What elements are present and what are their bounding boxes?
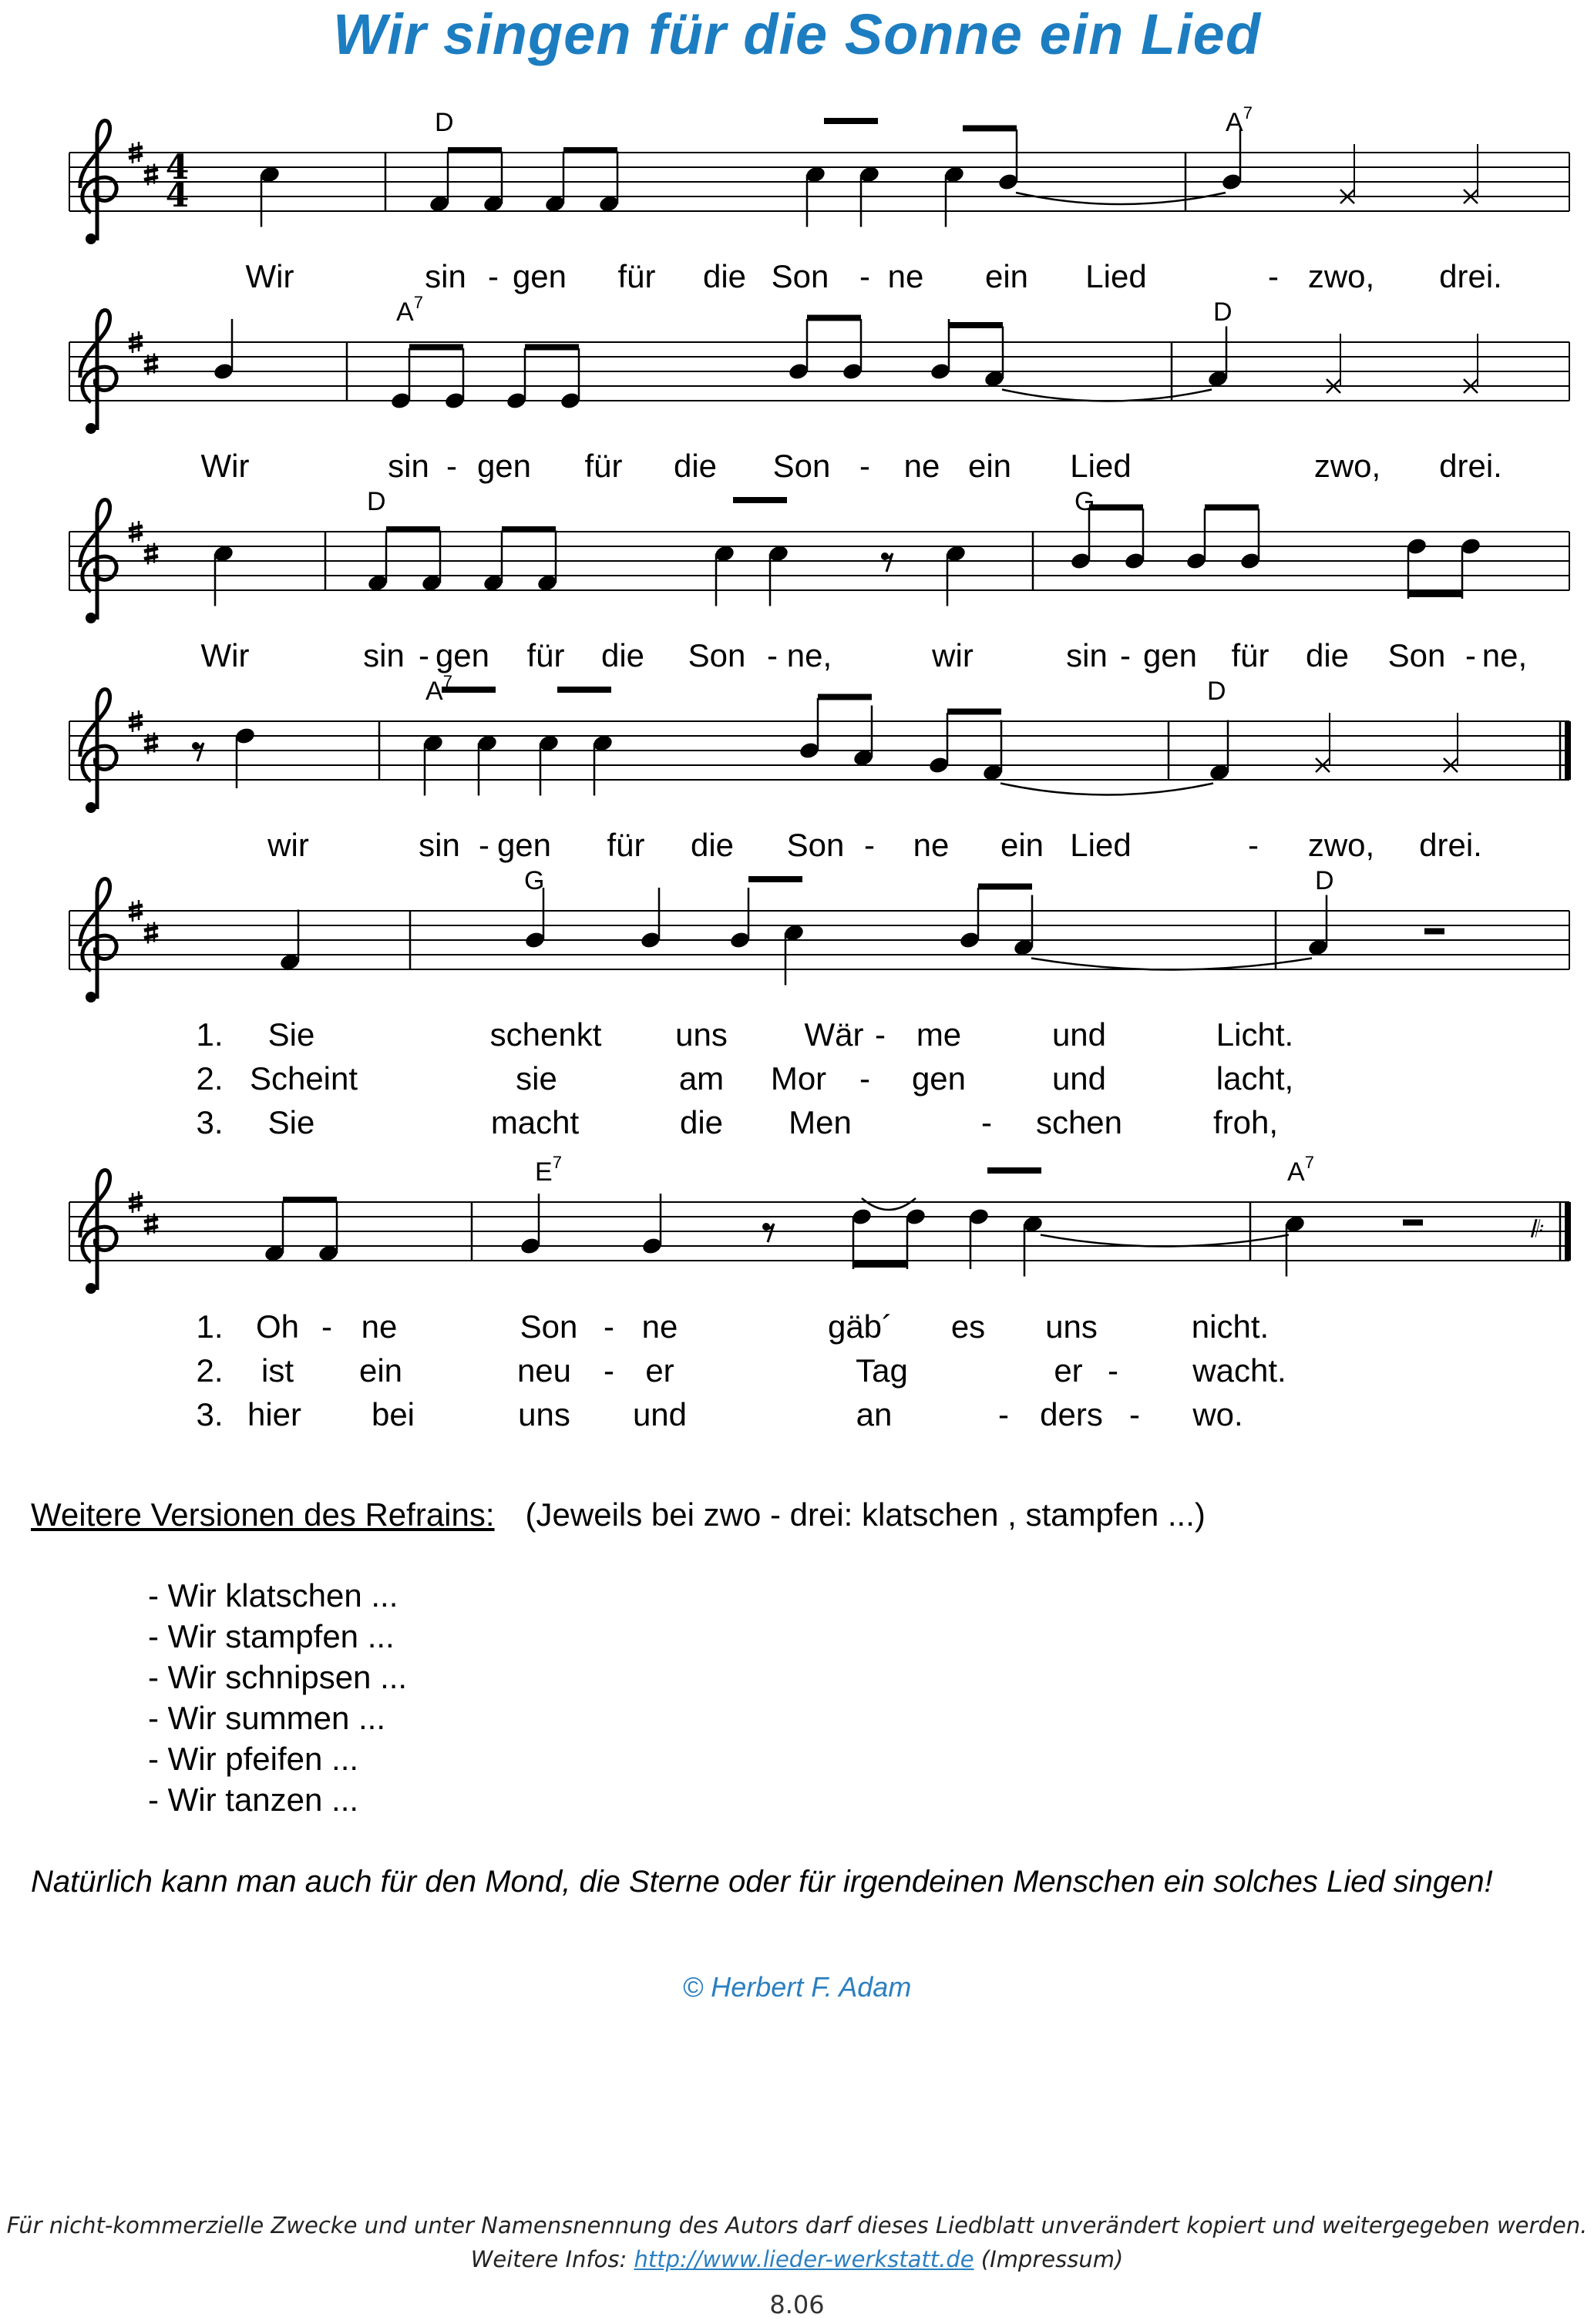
chord-symbol: D [1207,677,1226,706]
beam [409,344,463,351]
lyric-syllable: Wir [200,448,250,484]
lyric-syllable: Sie [267,1016,315,1053]
lyric-syllable: er [1054,1352,1083,1389]
lyric-syllable: 1. [196,1016,224,1053]
lyric-syllable: die [1305,637,1350,673]
chord-symbol: D [435,108,454,137]
lyric-syllable: Wir [200,637,250,673]
lyric-syllable: macht [490,1104,580,1140]
lyric-syllable: für [1231,637,1269,673]
lyric-syllable: zwo, [1307,827,1375,863]
lyric-syllable: ne [361,1308,398,1345]
lyric-syllable: - [1120,637,1131,673]
lyric-syllable: Lied [1070,448,1132,484]
beam [853,1261,907,1268]
chord-superscript: 7 [442,672,452,691]
lyric-syllable: schen [1035,1104,1123,1140]
lyric-syllable: ein [1000,827,1044,863]
lyric-syllable: die [673,448,718,484]
lyric-syllable: - [981,1104,992,1140]
list-item: - Wir klatschen ... [148,1577,398,1614]
beam [733,497,787,503]
lyric-syllable: sin [388,448,429,484]
tie [1016,193,1226,204]
footer [0,2208,1594,2276]
lyric-syllable: er [645,1352,674,1389]
beam [1205,505,1259,511]
chord-symbol: $A^7$ [425,672,452,706]
beam [807,315,861,321]
lyric-syllable: und [1051,1060,1107,1097]
beam [949,322,1003,328]
list-item: - Wir summen ... [148,1700,386,1736]
lyric-syllable: ne [903,448,940,484]
lyric-syllable: und [632,1396,688,1432]
tie [862,1198,916,1210]
lyric-syllable: ein [358,1352,403,1389]
lyric-syllable: gen [512,258,567,294]
lyric-syllable: 3. [196,1396,224,1432]
list-item: - Wir stampfen ... [148,1618,395,1654]
time-signature: 4 [165,176,190,215]
lyric-syllable: gen [911,1060,967,1097]
chord-superscript: 7 [552,1153,562,1172]
versions-heading [31,1496,1206,1533]
lyric-syllable: gen [496,827,552,863]
lyric-syllable: - [1465,637,1476,673]
lyric-syllable: - [998,1396,1009,1432]
chord-symbol: $A^7$ [1287,1153,1314,1187]
lyric-syllable: drei. [1439,258,1502,294]
lyric-syllable: Wär [804,1016,864,1053]
lyric-syllable: 1. [196,1308,224,1345]
list-item: - Wir tanzen ... [148,1782,359,1818]
lyric-syllable: ders [1040,1396,1103,1432]
eighth-rest [192,742,203,761]
lyric-syllable: sin [419,827,460,863]
beam [1089,505,1143,511]
lyric-syllable: lacht, [1216,1060,1294,1097]
versions-list [148,1575,407,1820]
lyric-syllable: sin [425,258,466,294]
lyric-syllable: - [446,448,457,484]
beam [563,147,617,153]
lyric-syllable: uns [518,1396,570,1432]
beam [283,1197,337,1203]
lyric-syllable: gäb´ [827,1308,893,1345]
chord-superscript: 7 [1243,103,1253,123]
beam [947,709,1001,715]
lyric-syllable: - [1129,1396,1140,1432]
chord-superscript: 7 [413,293,423,312]
tie [1031,959,1312,970]
lyric-syllable: es [950,1308,986,1345]
notes [192,118,1481,1277]
copyright: © Herbert F. Adam [682,1971,912,2003]
beam [525,344,579,351]
lyric-syllable: hier [247,1396,302,1432]
final-barline [1565,1202,1571,1261]
list-item: - Wir schnipsen ... [148,1659,408,1695]
chord-symbol: $A^7$ [1226,103,1253,137]
lyric-syllable: gen [1142,637,1198,673]
beam [1408,591,1462,597]
lyric-syllable: für [607,827,645,863]
lyric-syllable: ist [261,1352,294,1389]
lyric-syllable: am [678,1060,725,1097]
lyric-syllable: - [859,258,870,294]
lyric-syllable: gen [476,448,532,484]
beam [987,1167,1041,1174]
lyric-syllable: wo. [1192,1396,1243,1432]
lyric-syllable: bei [371,1396,415,1432]
lyric-syllable: ein [984,258,1029,294]
closing-remark: Natürlich kann man auch für den Mond, die Sterne oder für irgendeinen Menschen ein solches Lied singen! [31,1865,1493,1899]
lyric-syllable: für [526,637,565,673]
lyric-syllable: Son [1387,637,1446,673]
lyric-syllable: schenkt [489,1016,602,1053]
lyric-syllable: für [617,258,656,294]
versions-note: (Jeweils bei zwo - drei: klatschen , stampfen ...) [525,1496,1206,1533]
lyric-syllable: - [864,827,875,863]
lyric-syllable: ein [967,448,1012,484]
lyric-syllable: Son [520,1308,578,1345]
lyric-syllable: ne, [786,637,832,673]
lyric-syllable: für [584,448,623,484]
lyric-syllable: Lied [1085,258,1147,294]
lyric-syllable: Son [786,827,845,863]
lyric-syllable: - [1268,258,1279,294]
chord-symbol: G [524,866,545,895]
page-number: 8.06 [769,2290,825,2319]
lyric-syllable: - [859,448,870,484]
lyric-syllable: drei. [1419,827,1482,863]
lyric-syllable: und [1051,1016,1107,1053]
lyric-syllable: Son [772,448,831,484]
lyric-syllable: die [679,1104,724,1140]
beam [963,126,1017,132]
lyric-syllable: Tag [856,1352,908,1389]
lyric-syllable: sin [363,637,405,673]
lyric-syllable: Sie [267,1104,315,1140]
beam [748,876,802,882]
beam [502,526,556,532]
time-signature: 4 [165,148,190,187]
lyric-syllable: Son [688,637,746,673]
footer-line-1: Für nicht-kommerzielle Zwecke und unter Namensnennung des Autors darf dieses Liedblatt unverändert kopiert und weitergegeben werden. [6,2212,1588,2238]
lyric-syllable: ne [641,1308,678,1345]
lyric-syllable: zwo, [1313,448,1381,484]
lyric-syllable: nicht. [1191,1308,1269,1345]
chord-symbol: $E^7$ [535,1153,562,1187]
lyric-syllable: drei. [1439,448,1502,484]
tie [1000,784,1213,795]
lyric-syllable: ne [887,258,924,294]
lyric-syllable: gen [435,637,490,673]
lyric-syllable: - [321,1308,332,1345]
lyric-syllable: zwo, [1307,258,1375,294]
lyric-syllable: die [702,258,747,294]
chord-symbol: $A^7$ [396,293,423,327]
lyric-syllable: die [690,827,735,863]
lyric-syllable: - [875,1016,886,1053]
chord-superscript: 7 [1304,1153,1314,1172]
lyric-syllable: Licht. [1216,1016,1294,1053]
list-item: - Wir pfeifen ... [148,1741,359,1777]
lyric-syllable: - [604,1352,614,1389]
beam [818,694,872,700]
lyric-syllable: ne [913,827,950,863]
lyric-syllable: Scheint [249,1060,358,1097]
lyric-syllable: Mor [770,1060,827,1097]
beam [448,147,502,153]
lyric-syllable: Son [771,258,829,294]
half-rest [1424,929,1444,935]
lyric-syllable: uns [675,1016,728,1053]
beam [557,687,611,693]
song-title: Wir singen für die Sonne ein Lied [332,2,1262,66]
lyric-syllable: Wir [245,258,294,294]
half-rest [1403,1220,1423,1226]
lyric-syllable: neu [516,1352,572,1389]
lyric-syllable: - [1248,827,1259,863]
eighth-rest [762,1223,774,1242]
footer-line-2: Weitere Infos: http://www.lieder-werkstatt.de (Impressum) [470,2246,1124,2272]
beam [386,526,440,532]
lyric-syllable: Oh [255,1308,300,1345]
lyric-syllable: 3. [196,1104,224,1140]
lyric-syllable: wir [267,827,309,863]
lyric-syllable: Men [789,1104,852,1140]
lyric-syllable: ne, [1481,637,1528,673]
chord-symbol: D [367,487,386,516]
beam [978,884,1032,890]
chord-symbol: D [1213,297,1232,327]
lyrics-and-chords [166,103,1544,1432]
lyric-syllable: an [856,1396,893,1432]
eighth-rest [881,552,893,572]
lyric-syllable: - [419,637,429,673]
lyric-syllable: die [600,637,645,673]
lyric-syllable: 2. [196,1060,224,1097]
lyric-syllable: wir [932,637,974,673]
lyric-syllable: - [488,258,499,294]
lyric-syllable: sie [516,1060,557,1097]
versions-heading-label: Weitere Versionen des Refrains: [31,1496,495,1533]
lyric-syllable: - [604,1308,614,1345]
lyric-syllable: 2. [196,1352,224,1389]
lyric-syllable: - [1108,1352,1118,1389]
lyric-syllable: wacht. [1192,1352,1286,1389]
final-barline [1565,721,1571,780]
lyric-syllable: Lied [1070,827,1132,863]
chord-symbol: D [1315,866,1334,895]
website-link[interactable]: http://www.lieder-werkstatt.de [634,2246,974,2272]
lyric-syllable: uns [1045,1308,1098,1345]
tie [1041,1235,1289,1247]
tie [1002,390,1212,401]
beam [824,118,878,124]
lyric-syllable: me [916,1016,962,1053]
lyric-syllable: - [767,637,778,673]
repeat-sign: 𝄆 [1531,1216,1542,1243]
chord-symbol: G [1074,487,1095,516]
lyric-syllable: - [479,827,489,863]
lyric-syllable: sin [1066,637,1108,673]
lyric-syllable: froh, [1212,1104,1279,1140]
lyric-syllable: - [859,1060,870,1097]
